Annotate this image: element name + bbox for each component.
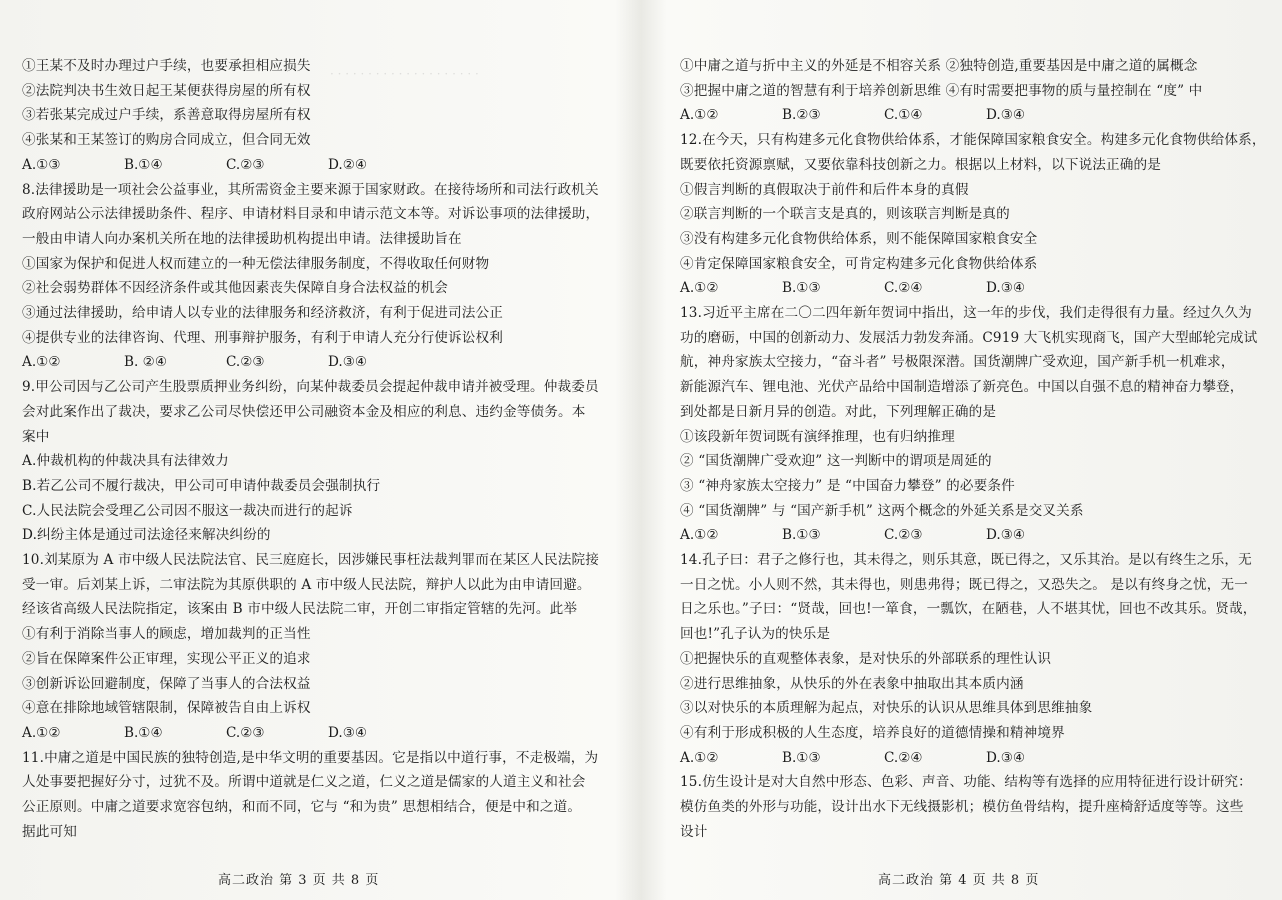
bleed-through-text: · · · · · · · · · · · · · · · · · · · · [330,67,479,81]
question-text-line: ②联言判断的一个联言支是真的，则该联言判断是真的 [680,206,1010,223]
question-text-line: 8.法律援助是一项社会公益事业，其所需资金主要来源于国家财政。在接待场所和司法行政机关 [22,181,599,198]
answer-option: C.②③ [884,527,923,544]
question-text-line: 受一审。后刘某上诉，二审法院为其原供职的 A 市中级人民法院，辩护人以此为由申请回避。 [22,576,591,593]
question-text-line: ②进行思维抽象，从快乐的外在表象中抽取出其本质内涵 [680,675,1024,692]
question-text-line: B.若乙公司不履行裁决，甲公司可申请仲裁委员会强制执行 [22,477,381,494]
question-text-line: ②法院判决书生效日起王某便获得房屋的所有权 [22,82,311,99]
page-4-column [680,54,1270,845]
question-text-line: ②旨在保障案件公正审理，实现公平正义的追求 [22,650,311,667]
answer-option: D.③④ [328,724,368,741]
answer-option: D.③④ [986,107,1026,124]
question-text-line: 9.甲公司因与乙公司产生股票质押业务纠纷，向某仲裁委员会提起仲裁申请并被受理。仲裁委员 [22,379,599,396]
question-text-line: 10.刘某原为 A 市中级人民法院法官、民三庭庭长，因涉嫌民事枉法裁判罪而在某区人民法院接 [22,552,599,569]
question-text-line: 政府网站公示法律援助条件、程序、申请材料目录和申请示范文本等。对诉讼事项的法律援助， [22,206,600,223]
question-text-line: ③通过法律援助，给申请人以专业的法律服务和经济救济，有利于促进司法公正 [22,305,504,322]
question-text-line: 12.在今天，只有构建多元化食物供给体系，才能保障国家粮食安全。构建多元化食物供给体系， [680,132,1266,149]
answer-option: D.③④ [986,527,1026,544]
answer-options [22,721,622,746]
answer-option: A.①② [22,354,61,371]
question-text-line: ④有利于形成积极的人生态度，培养良好的道德情操和精神境界 [680,724,1065,741]
answer-option: C.②④ [884,749,923,766]
answer-options [680,103,1270,128]
question-text-line: 航，神舟家族太空接力，“奋斗者” 号极限深潜。国货潮牌广受欢迎，国产新手机一机难求， [680,354,1235,371]
answer-option: D.③④ [986,280,1026,297]
answer-option: C.②③ [226,354,265,371]
question-text-line: 一般由申请人向办案机关所在地的法律援助机构提出申请。法律援助旨在 [22,230,462,247]
answer-option: B.①③ [782,280,821,297]
page-3-column [22,54,622,845]
answer-option: A.①③ [22,156,61,173]
question-text-line: ④意在排除地域管辖限制，保障被告自由上诉权 [22,700,311,717]
question-text-line: C.人民法院会受理乙公司因不服这一裁决而进行的起诉 [22,502,353,519]
answer-option: B.①④ [124,724,163,741]
question-text-line: 14.孔子曰：君子之修行也，其未得之，则乐其意，既已得之，又乐其治。是以有终生之乐，无 [680,552,1252,569]
question-text-line: ② “国货潮牌广受欢迎” 这一判断中的谓项是周延的 [680,453,992,470]
question-text-line: ①中庸之道与折中主义的外延是不相容关系 ②独特创造,重要基因是中庸之道的属概念 [680,58,1198,74]
question-text-line: ①王某不及时办理过户手续，也要承担相应损失 [22,58,311,74]
question-text-line: 一日之忧。小人则不然，其未得也，则患弗得；既已得之，又恐失之。 是以有终身之忧，无一 [680,576,1248,593]
answer-option: D.②④ [328,156,368,173]
question-text-line: A.仲裁机构的仲裁决具有法律效力 [22,453,229,470]
question-text-line: ③把握中庸之道的智慧有利于培养创新思维 ④有时需要把事物的质与量控制在 “度” 中 [680,82,1203,99]
question-text-line: ③以对快乐的本质理解为起点，对快乐的认识从思维具体到思维抽象 [680,700,1093,717]
question-text-line: ③ “神舟家族太空接力” 是 “中国奋力攀登” 的必要条件 [680,477,1015,494]
question-text-line: ④提供专业的法律咨询、代理、刑事辩护服务，有利于申请人充分行使诉讼权利 [22,329,504,346]
answer-option: D.③④ [986,749,1026,766]
question-text-line: 据此可知 [22,823,77,840]
answer-option: C.②③ [226,724,265,741]
question-text-line: ①国家为保护和促进人权而建立的一种无偿法律服务制度，不得收取任何财物 [22,255,490,272]
answer-option: B.②③ [782,107,821,124]
question-text-line: 经该省高级人民法院指定，该案由 B 市中级人民法院二审，开创二审指定管辖的先河。此举 [22,601,578,618]
answer-options [22,153,622,178]
question-text-line: ④肯定保障国家粮食安全，可肯定构建多元化食物供给体系 [680,255,1038,272]
page-3-footer: 高二政治 第 3 页 共 8 页 [218,873,380,888]
question-text-line: ②社会弱势群体不因经济条件或其他因素丧失保障自身合法权益的机会 [22,280,449,297]
answer-option: A.①② [680,527,719,544]
question-text-line: 日之乐也。”子曰：“贤哉，回也!一箪食，一瓢饮，在陋巷，人不堪其忧，回也不改其乐。贤哉， [680,601,1257,618]
answer-option: A.①② [680,107,719,124]
question-text-line: ④ “国货潮牌” 与 “国产新手机” 这两个概念的外延关系是交叉关系 [680,502,1084,519]
question-text-line: ①有利于消除当事人的顾虑，增加裁判的正当性 [22,626,311,643]
question-text-line: 到处都是日新月异的创造。对此，下列理解正确的是 [680,403,997,420]
question-text-line: ①把握快乐的直观整体表象，是对快乐的外部联系的理性认识 [680,650,1052,667]
question-text-line: D.纠纷主体是通过司法途径来解决纠纷的 [22,527,271,544]
question-text-line: 人处事要把握好分寸，过犹不及。所谓中道就是仁义之道，仁义之道是儒家的人道主义和社会 [22,774,586,791]
question-text-line: 回也!”孔子认为的快乐是 [680,626,831,643]
answer-option: B.①④ [124,156,163,173]
answer-option: D.③④ [328,354,368,371]
answer-option: C.②④ [884,280,923,297]
answer-options [680,523,1270,548]
question-text-line: 公正原则。中庸之道要求宽容包纳，和而不同，它与 “和为贵” 思想相结合，便是中和之道。 [22,799,582,816]
answer-options [680,276,1270,301]
question-text-line: 13.习近平主席在二〇二四年新年贺词中指出，这一年的步伐，我们走得很有力量。经过久久为 [680,305,1252,322]
question-text-line: 功的磨砺，中国的创新动力、发展活力勃发奔涌。C919 大飞机实现商飞，国产大型邮轮完成试 [680,329,1258,346]
answer-options [22,350,622,375]
question-text-line: ①假言判断的真假取决于前件和后件本身的真假 [680,181,969,198]
question-text-line: 模仿鱼类的外形与功能，设计出水下无线摄影机；模仿鱼骨结构，提升座椅舒适度等等。这些 [680,799,1244,816]
question-text-line: ①该段新年贺词既有演绎推理，也有归纳推理 [680,428,955,445]
question-text-line: ③若张某完成过户手续，系善意取得房屋所有权 [22,107,311,124]
question-text-line: ③创新诉讼回避制度，保障了当事人的合法权益 [22,675,311,692]
question-text-line: 设计 [680,823,708,840]
answer-option: B.①③ [782,749,821,766]
answer-option: C.①④ [884,107,923,124]
answer-option: A.①② [22,724,61,741]
question-text-line: 新能源汽车、锂电池、光伏产品给中国制造增添了新亮色。中国以自强不息的精神奋力攀登， [680,379,1244,396]
question-text-line: 15.仿生设计是对大自然中形态、色彩、声音、功能、结构等有选择的应用特征进行设计研究： [680,774,1252,791]
question-text-line: ④张某和王某签订的购房合同成立，但合同无效 [22,132,311,149]
answer-options [680,746,1270,771]
answer-option: C.②③ [226,156,265,173]
answer-option: A.①② [680,749,719,766]
answer-option: A.①② [680,280,719,297]
question-text-line: 会对此案作出了裁决，要求乙公司尽快偿还甲公司融资本金及相应的利息、违约金等债务。本 [22,403,586,420]
answer-option: B. ②④ [124,354,168,371]
answer-option: B.①③ [782,527,821,544]
page-4-footer: 高二政治 第 4 页 共 8 页 [878,873,1040,888]
question-text-line: 案中 [22,428,50,445]
question-text-line: 既要依托资源禀赋，又要依靠科技创新之力。根据以上材料，以下说法正确的是 [680,156,1162,173]
question-text-line: 11.中庸之道是中国民族的独特创造,是中华文明的重要基因。它是指以中道行事，不走极端，为 [22,749,599,766]
question-text-line: ③没有构建多元化食物供给体系，则不能保障国家粮食安全 [680,230,1038,247]
